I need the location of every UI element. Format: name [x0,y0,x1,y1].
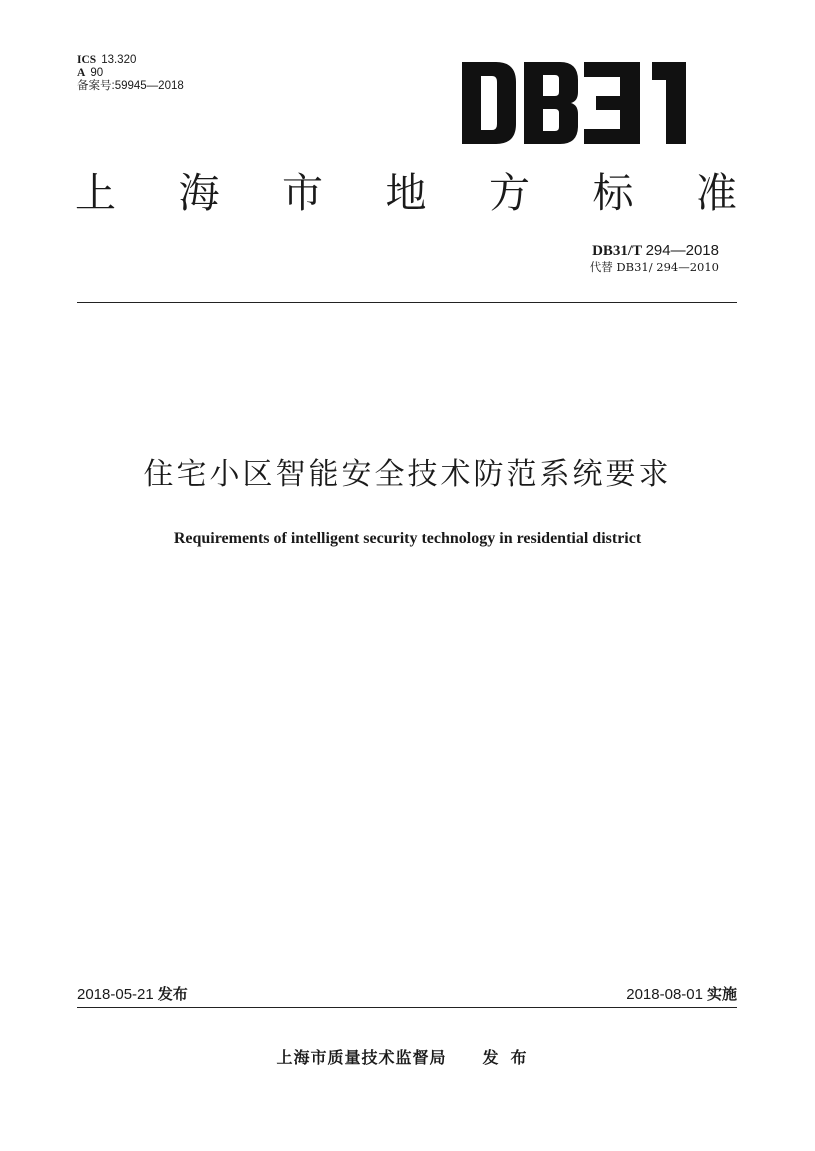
document-title-english: Requirements of intelligent security technology in residential district [173,530,642,547]
ics-line [77,54,184,67]
ccs-line [77,67,184,80]
issuer-organization: 上海市质量技术监督局 [276,1048,447,1067]
implement-date: 2018-08-01 [626,986,703,1003]
standard-type-char: 地 [385,169,427,217]
publish-label: 发布 [157,985,188,1003]
implement-date-line [626,984,737,1005]
document-title-chinese: 住宅小区智能安全技术防范系统要求 [143,457,672,492]
db31-logo [462,62,690,144]
standard-type-heading [75,168,737,218]
standard-code-block [590,242,719,275]
issuer-action: 发布 [482,1048,539,1067]
ccs-value: 90 [90,67,104,79]
issuing-authority [0,1047,815,1069]
standard-type-char: 上 [75,169,116,217]
document-metadata [77,54,184,93]
standard-type-char: 标 [592,169,634,217]
ccs-label: A [77,67,86,79]
standard-type-char: 市 [282,169,323,217]
top-divider [77,302,737,303]
standard-code [590,242,719,260]
standard-type-char: 准 [696,169,737,217]
implement-label: 实施 [706,985,737,1003]
publish-date: 2018-05-21 [77,986,154,1003]
code-number: 294—2018 [645,242,719,259]
filing-number: 备案号:59945—2018 [77,80,184,92]
publish-date-line [77,984,188,1005]
replaces-code: 代替 DB31/ 294—2010 [589,260,719,274]
standard-type-char: 方 [489,169,530,217]
bottom-divider [77,1007,737,1008]
ics-value: 13.320 [101,54,137,66]
ics-label: ICS [77,54,97,66]
standard-type-char: 海 [178,169,220,217]
code-prefix: DB31/T [592,243,642,259]
